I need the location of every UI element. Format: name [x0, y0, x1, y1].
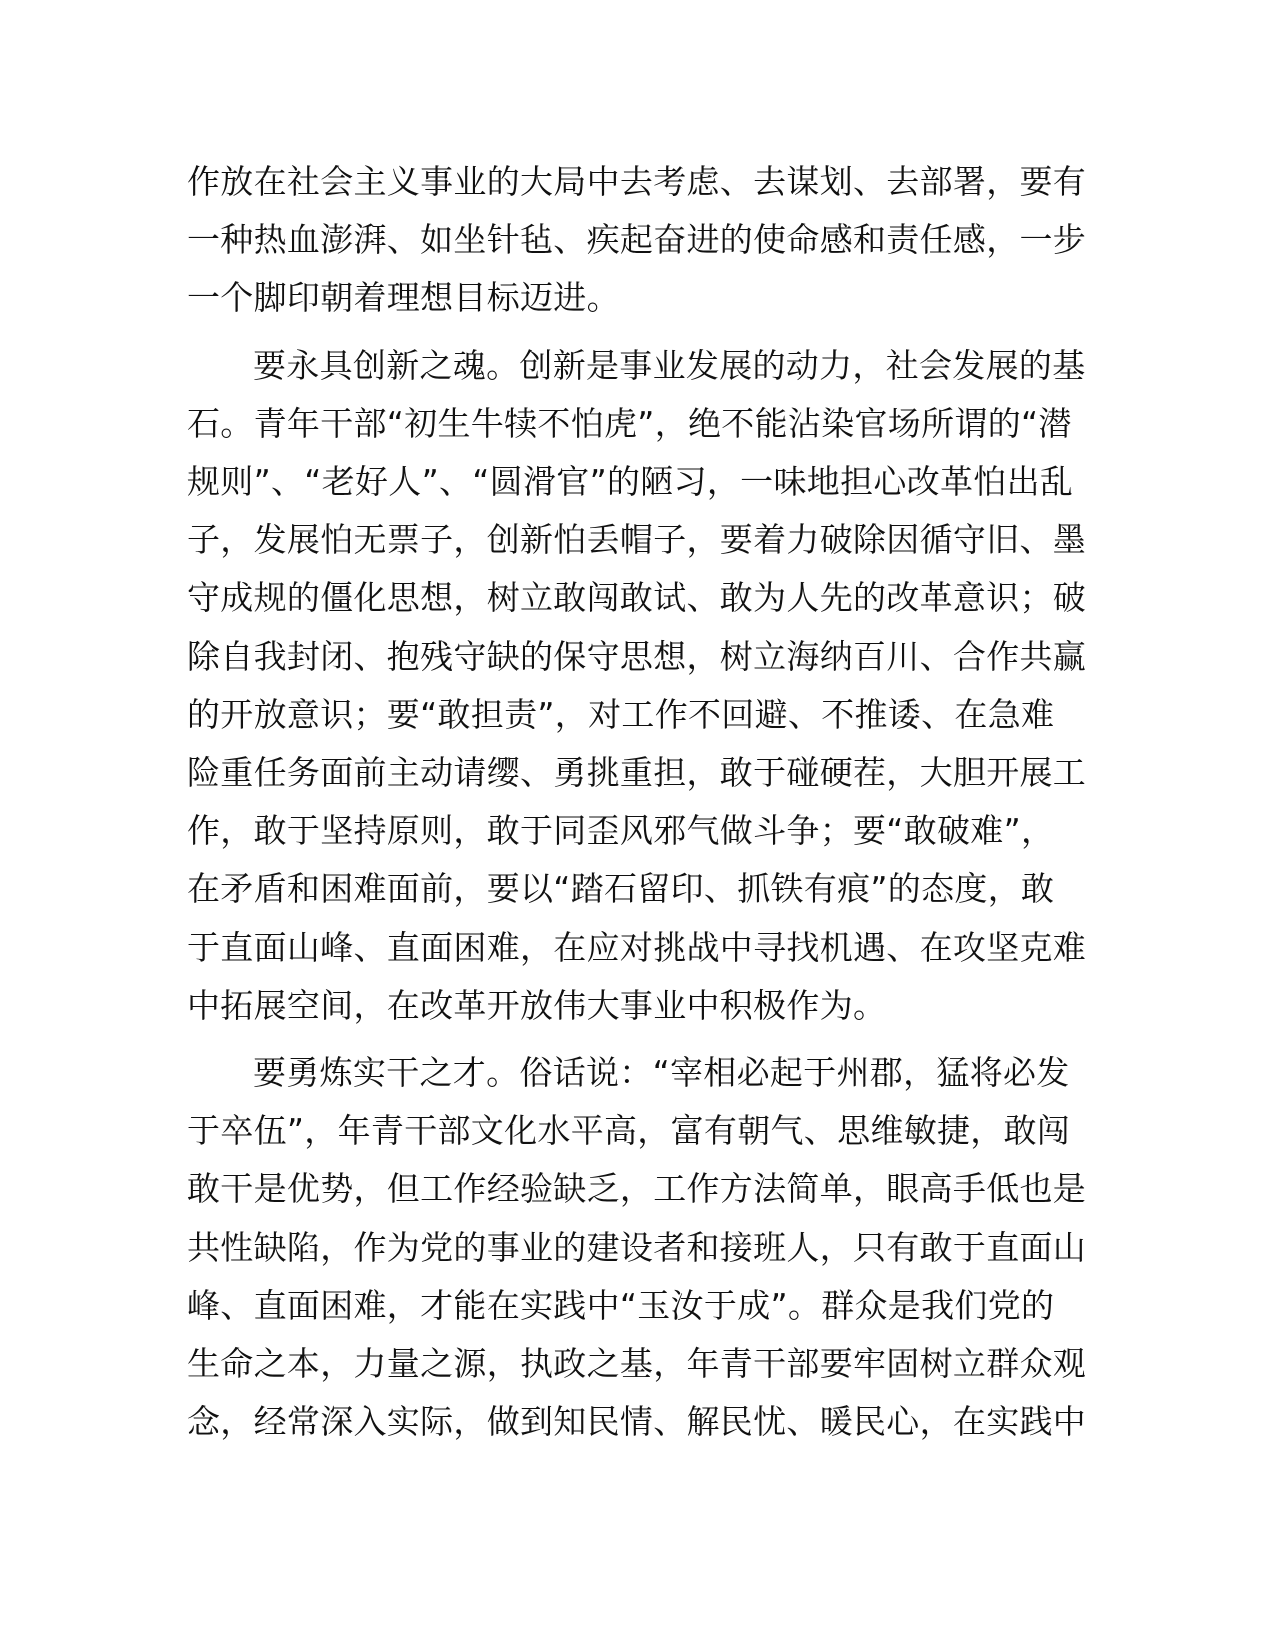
- document-body: [187, 153, 1087, 1451]
- text-line: 共性缺陷，作为党的事业的建设者和接班人，只有敢于直面山: [187, 1227, 1087, 1267]
- paragraph-spacer: [187, 328, 1087, 337]
- text-line: 敢干是优势，但工作经验缺乏，工作方法简单，眼高手低也是: [187, 1169, 1087, 1209]
- text-line: 的开放意识；要“敢担责”，对工作不回避、不推诿、在急难: [187, 694, 1055, 734]
- paragraph-2: [187, 337, 1087, 1035]
- paragraph-spacer: [187, 1035, 1087, 1044]
- text-line: 规则”、“老好人”、“圆滑官”的陋习，一味地担心改革怕出乱: [187, 462, 1074, 502]
- text-line: 一个脚印朝着理想目标迈进。: [187, 278, 620, 318]
- text-line: 中拓展空间，在改革开放伟大事业中积极作为。: [187, 985, 887, 1025]
- text-line: 守成规的僵化思想，树立敢闯敢试、敢为人先的改革意识；破: [187, 578, 1087, 618]
- text-line: 除自我封闭、抱残守缺的保守思想，树立海纳百川、合作共赢: [187, 636, 1087, 676]
- text-line: 作放在社会主义事业的大局中去考虑、去谋划、去部署，要有: [187, 162, 1087, 201]
- text-line: 念，经常深入实际，做到知民情、解民忧、暖民心，在实践中: [187, 1402, 1087, 1442]
- text-line: 险重任务面前主动请缨、勇挑重担，敢于碰硬茬，大胆开展工: [187, 753, 1087, 793]
- text-line: 子，发展怕无票子，创新怕丢帽子，要着力破除因循守旧、墨: [187, 520, 1087, 560]
- text-line: 于直面山峰、直面困难，在应对挑战中寻找机遇、在攻坚克难: [187, 927, 1087, 967]
- text-line: 于卒伍”，年青干部文化水平高，富有朝气、思维敏捷，敢闯: [187, 1111, 1071, 1151]
- paragraph-1: [187, 153, 1087, 328]
- text-line: 作，敢于坚持原则，敢于同歪风邪气做斗争；要“敢破难”，: [187, 811, 1055, 851]
- text-line: 要永具创新之魂。创新是事业发展的动力，社会发展的基: [253, 345, 1086, 385]
- text-line: 生命之本，力量之源，执政之基，年青干部要牢固树立群众观: [187, 1344, 1087, 1384]
- text-line: 石。青年干部“初生牛犊不怕虎”，绝不能沾染官场所谓的“潜: [187, 403, 1072, 443]
- text-line: 峰、直面困难，才能在实践中“玉汝于成”。群众是我们党的: [187, 1285, 1055, 1325]
- paragraph-3: [187, 1044, 1087, 1451]
- text-line: 在矛盾和困难面前，要以“踏石留印、抓铁有痕”的态度，敢: [187, 869, 1055, 909]
- text-line: 一种热血澎湃、如坐针毡、疾起奋进的使命感和责任感，一步: [187, 220, 1087, 260]
- text-line: 要勇炼实干之才。俗话说：“宰相必起于州郡，猛将必发: [253, 1053, 1070, 1093]
